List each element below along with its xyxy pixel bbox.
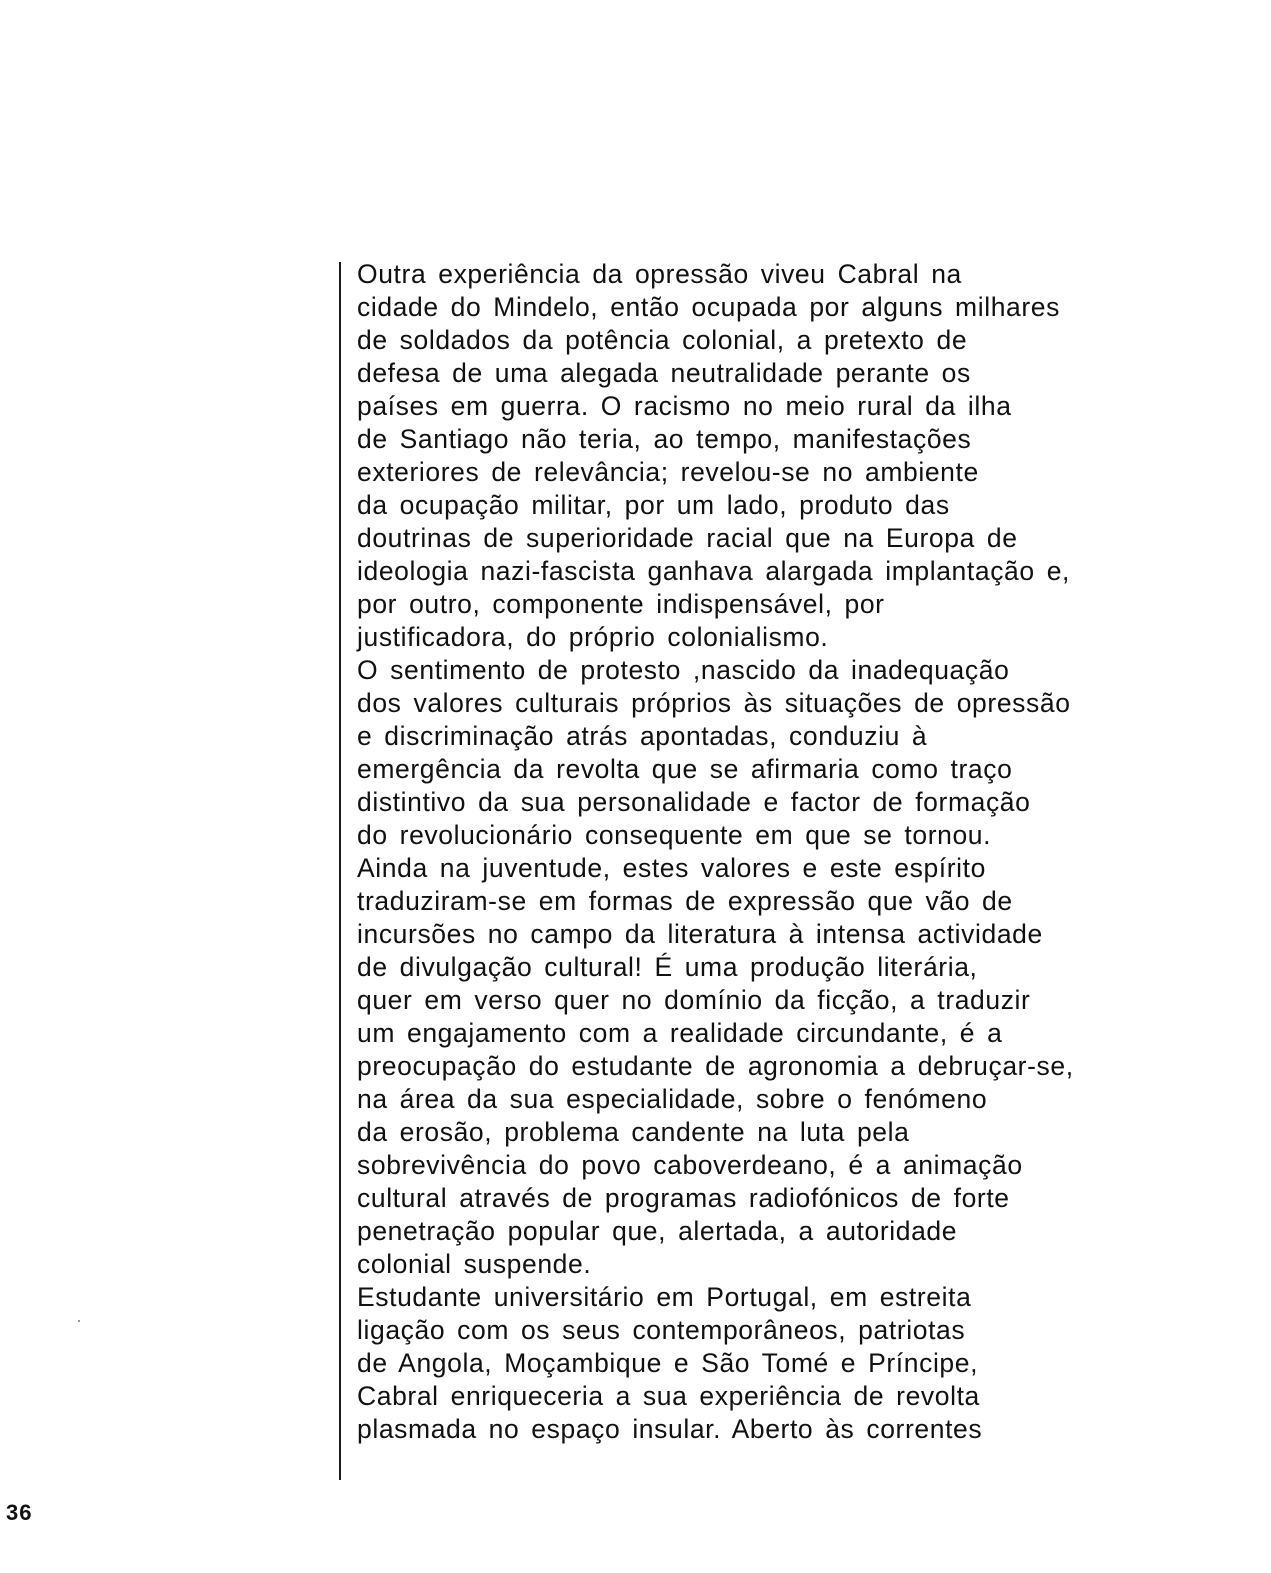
text-line: de Santiago não teria, ao tempo, manifestações (357, 424, 972, 454)
text-line: do revolucionário consequente em que se tornou. (357, 820, 992, 850)
text-line: quer em verso quer no domínio da ficção, a traduzir (357, 985, 1031, 1015)
text-line: ideologia nazi-fascista ganhava alargada implantação e, (357, 556, 1070, 586)
text-line: incursões no campo da literatura à intensa actividade (357, 919, 1043, 949)
text-line: cidade do Mindelo, então ocupada por alguns milhares (357, 292, 1060, 322)
text-line: um engajamento com a realidade circundante, é a (357, 1018, 1003, 1048)
text-line: distintivo da sua personalidade e factor de formação (357, 787, 1031, 817)
text-line: países em guerra. O racismo no meio rural da ilha (357, 391, 1012, 421)
text-line: da ocupação militar, por um lado, produto das (357, 490, 950, 520)
text-line: de soldados da potência colonial, a pretexto de (357, 325, 968, 355)
text-line: preocupação do estudante de agronomia a debruçar-se, (357, 1051, 1074, 1081)
text-line: traduziram-se em formas de expressão que vão de (357, 886, 1013, 916)
text-line: por outro, componente indispensável, por (357, 589, 885, 619)
margin-rule (339, 262, 341, 1480)
text-line: justificadora, do próprio colonialismo. (357, 622, 829, 652)
paragraph-3 (357, 852, 1257, 1281)
text-line: colonial suspende. (357, 1249, 592, 1279)
text-line: Outra experiência da opressão viveu Cabral na (357, 259, 962, 289)
body-text (357, 258, 1257, 1446)
text-line: e discriminação atrás apontadas, conduziu à (357, 721, 928, 751)
scan-speck (78, 1320, 80, 1322)
text-line: na área da sua especialidade, sobre o fenómeno (357, 1084, 988, 1114)
text-line: dos valores culturais próprios às situações de opressão (357, 688, 1071, 718)
text-line: doutrinas de superioridade racial que na Europa de (357, 523, 1018, 553)
text-line: O sentimento de protesto ,nascido da inadequação (357, 655, 1010, 685)
text-line: defesa de uma alegada neutralidade perante os (357, 358, 971, 388)
text-line: cultural através de programas radiofónicos de forte (357, 1183, 1010, 1213)
paragraph-4 (357, 1281, 1257, 1446)
text-line: Ainda na juventude, estes valores e este espírito (357, 853, 986, 883)
text-line: sobrevivência do povo caboverdeano, é a animação (357, 1150, 1023, 1180)
text-line: ligação com os seus contemporâneos, patriotas (357, 1315, 966, 1345)
text-line: de divulgação cultural! É uma produção literária, (357, 952, 978, 982)
text-line: Cabral enriqueceria a sua experiência de revolta (357, 1381, 980, 1411)
page-number: 36 (6, 1500, 33, 1525)
text-line: plasmada no espaço insular. Aberto às correntes (357, 1414, 983, 1444)
text-line: exteriores de relevância; revelou-se no ambiente (357, 457, 979, 487)
text-line: de Angola, Moçambique e São Tomé e Príncipe, (357, 1348, 979, 1378)
paragraph-1 (357, 258, 1257, 654)
text-line: Estudante universitário em Portugal, em estreita (357, 1282, 972, 1312)
text-line: emergência da revolta que se afirmaria como traço (357, 754, 1013, 784)
text-line: penetração popular que, alertada, a autoridade (357, 1216, 958, 1246)
text-line: da erosão, problema candente na luta pela (357, 1117, 910, 1147)
paragraph-2 (357, 654, 1257, 852)
